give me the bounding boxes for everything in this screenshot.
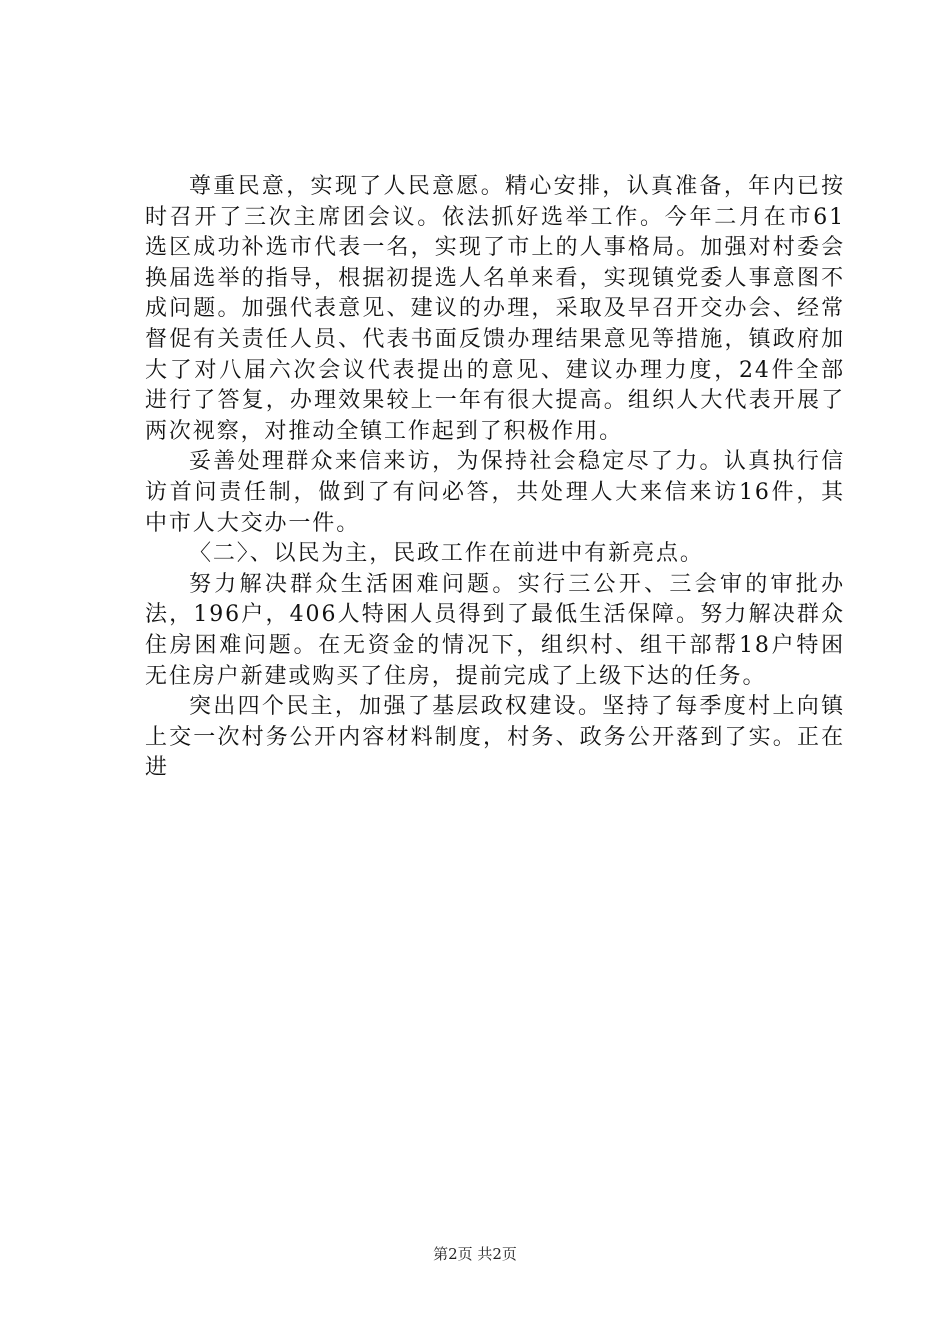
paragraph-1: 尊重民意，实现了人民意愿。精心安排，认真准备，年内已按时召开了三次主席团会议。依法抓好选举工作。今年二月在市61选区成功补选市代表一名，实现了市上的人事格局。加强对村委会换届选举的指导，根据初提选人名单来看，实现镇党委人事意图不成问题。加强代表意见、建议的办理，采取及早召开交办会、经常督促有关责任人员、代表书面反馈办理结果意见等措施，镇政府加大了对八届六次会议代表提出的意见、建议办理力度，24件全部进行了答复，办理效果较上一年有很大提高。组织人大代表开展了两次视察，对推动全镇工作起到了积极作用。 [145, 174, 845, 444]
page-footer: 第2页 共2页 [433, 1245, 517, 1263]
document-body [145, 172, 845, 784]
paragraph-2: 妥善处理群众来信来访，为保持社会稳定尽了力。认真执行信访首问责任制，做到了有问必答，共处理人大来信来访16件，其中市人大交办一件。 [145, 449, 845, 536]
paragraph-4: 努力解决群众生活困难问题。实行三公开、三会审的审批办法，196户，406人特困人员得到了最低生活保障。努力解决群众住房困难问题。在无资金的情况下，组织村、组干部帮18户特困无住房户新建或购买了住房，提前完成了上级下达的任务。 [145, 571, 845, 689]
paragraph-5: 突出四个民主，加强了基层政权建设。坚持了每季度村上向镇上交一次村务公开内容材料制度，村务、政务公开落到了实。正在进 [145, 694, 845, 781]
paragraph-3: 〈二〉、以民为主，民政工作在前进中有新亮点。 [189, 541, 704, 567]
